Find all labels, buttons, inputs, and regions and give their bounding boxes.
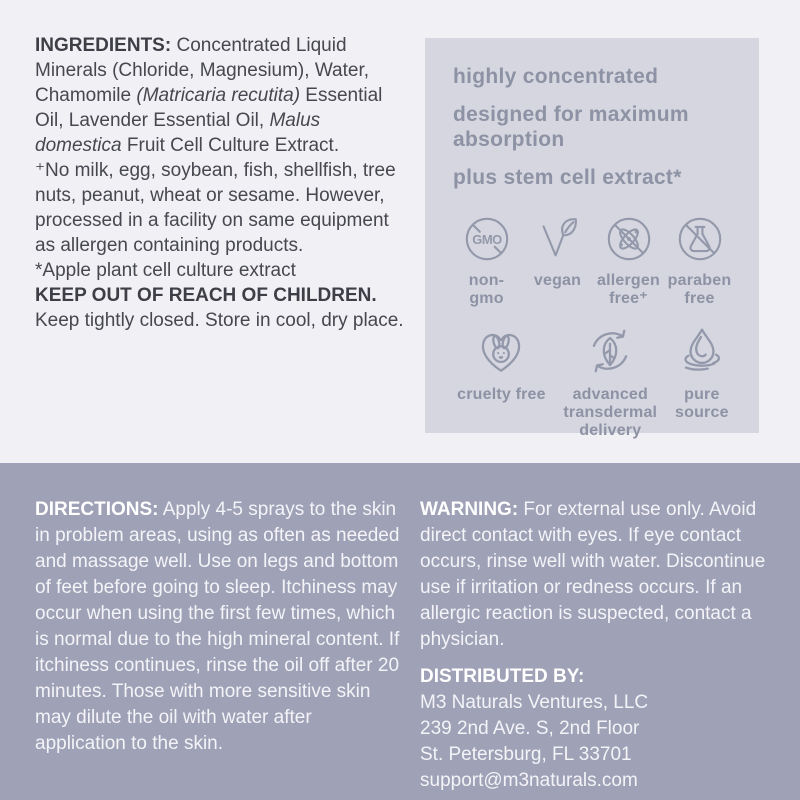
badge-label: allergen free⁺ (597, 272, 660, 307)
badge-vegan (524, 214, 591, 308)
svg-text:GMO: GMO (471, 231, 502, 247)
paraben-free-flask-icon (675, 214, 725, 264)
headline-highly-concentrated: highly concentrated (453, 65, 659, 88)
ingredients-text-2: Essential Oil, Lavender Essential Oil, (35, 85, 383, 131)
ingredients-paragraph (35, 33, 407, 158)
badge-label: advanced transdermal delivery (563, 386, 658, 439)
directions-warning-band (0, 463, 800, 800)
ingredients-latin-2: Malus domestica (35, 110, 321, 156)
cruelty-free-bunny-heart-icon (474, 324, 528, 378)
warning-text: For external use only. Avoid direct contact with eyes. If eye contact occurs, rinse well with water. Discontinue use if irritation or redness occurs. If an allergic reaction is suspected, contact a physician. (420, 499, 766, 650)
badge-pure-source (671, 324, 733, 440)
allergen-free-atom-icon (604, 214, 654, 264)
badge-label: non-gmo (468, 272, 505, 307)
claims-panel (425, 38, 759, 439)
badge-row-1 (453, 214, 733, 308)
allergen-note: ⁺No milk, egg, soybean, fish, shellfish, tree nuts, peanut, wheat or sesame. However, processed in a facility on same equipment as allergen containing products. (35, 160, 396, 256)
badge-paraben-free (666, 214, 733, 308)
keep-out-text: Keep tightly closed. Store in cool, dry place. (35, 310, 404, 331)
distributor-street: 239 2nd Ave. S, 2nd Floor (420, 718, 640, 739)
vegan-leaf-icon (533, 214, 583, 264)
ingredients-latin-1: (Matricaria recutita) (136, 85, 301, 106)
pure-source-droplet-icon (675, 324, 729, 378)
directions-text: Apply 4-5 sprays to the skin in problem areas, using as often as needed and massage well. Use on legs and bottom of feet before going to sleep. Itchiness may occur when using the first few times, which is normal due to the high mineral content. If itchiness continues, rinse the oil off after 20 minutes. Those with more sensitive skin may dilute the oil with water after application to the skin. (35, 499, 400, 754)
directions-paragraph (35, 497, 403, 757)
warning-paragraph (420, 497, 778, 653)
directions-label: DIRECTIONS: (35, 499, 159, 520)
badge-label: cruelty free (457, 386, 546, 403)
badge-advanced-transdermal-delivery (562, 324, 659, 440)
distributor-block (420, 664, 778, 794)
badge-cruelty-free (453, 324, 550, 440)
headline-stem-cell-extract: plus stem cell extract* (453, 166, 682, 189)
badge-allergen-free (595, 214, 662, 308)
headline-maximum-absorption: designed for maximum absorption (453, 103, 689, 151)
ingredients-text-3: Fruit Cell Culture Extract. (121, 135, 340, 156)
badge-label: pure source (675, 386, 729, 421)
keep-out-note (35, 283, 407, 333)
badge-row-2 (453, 324, 733, 440)
distributor-city: St. Petersburg, FL 33701 (420, 744, 632, 765)
apple-note: *Apple plant cell culture extract (35, 260, 296, 281)
distributor-email: support@m3naturals.com (420, 770, 638, 791)
badge-label: paraben free (667, 272, 732, 307)
distributor-company: M3 Naturals Ventures, LLC (420, 692, 649, 713)
warning-column (420, 497, 778, 794)
ingredients-label: INGREDIENTS: (35, 35, 172, 56)
warning-label: WARNING: (420, 499, 519, 520)
keep-out-label: KEEP OUT OF REACH OF CHILDREN. (35, 285, 377, 306)
ingredients-text-1: Concentrated Liquid Minerals (Chloride, Magnesium), Water, Chamomile (35, 35, 370, 106)
transdermal-leaf-cycle-icon (583, 324, 637, 378)
badge-non-gmo (453, 214, 520, 308)
non-gmo-icon (462, 214, 512, 264)
distributor-label: DISTRIBUTED BY: (420, 666, 585, 687)
badge-label: vegan (533, 272, 582, 289)
ingredients-section (35, 33, 407, 333)
directions-column (35, 497, 403, 757)
